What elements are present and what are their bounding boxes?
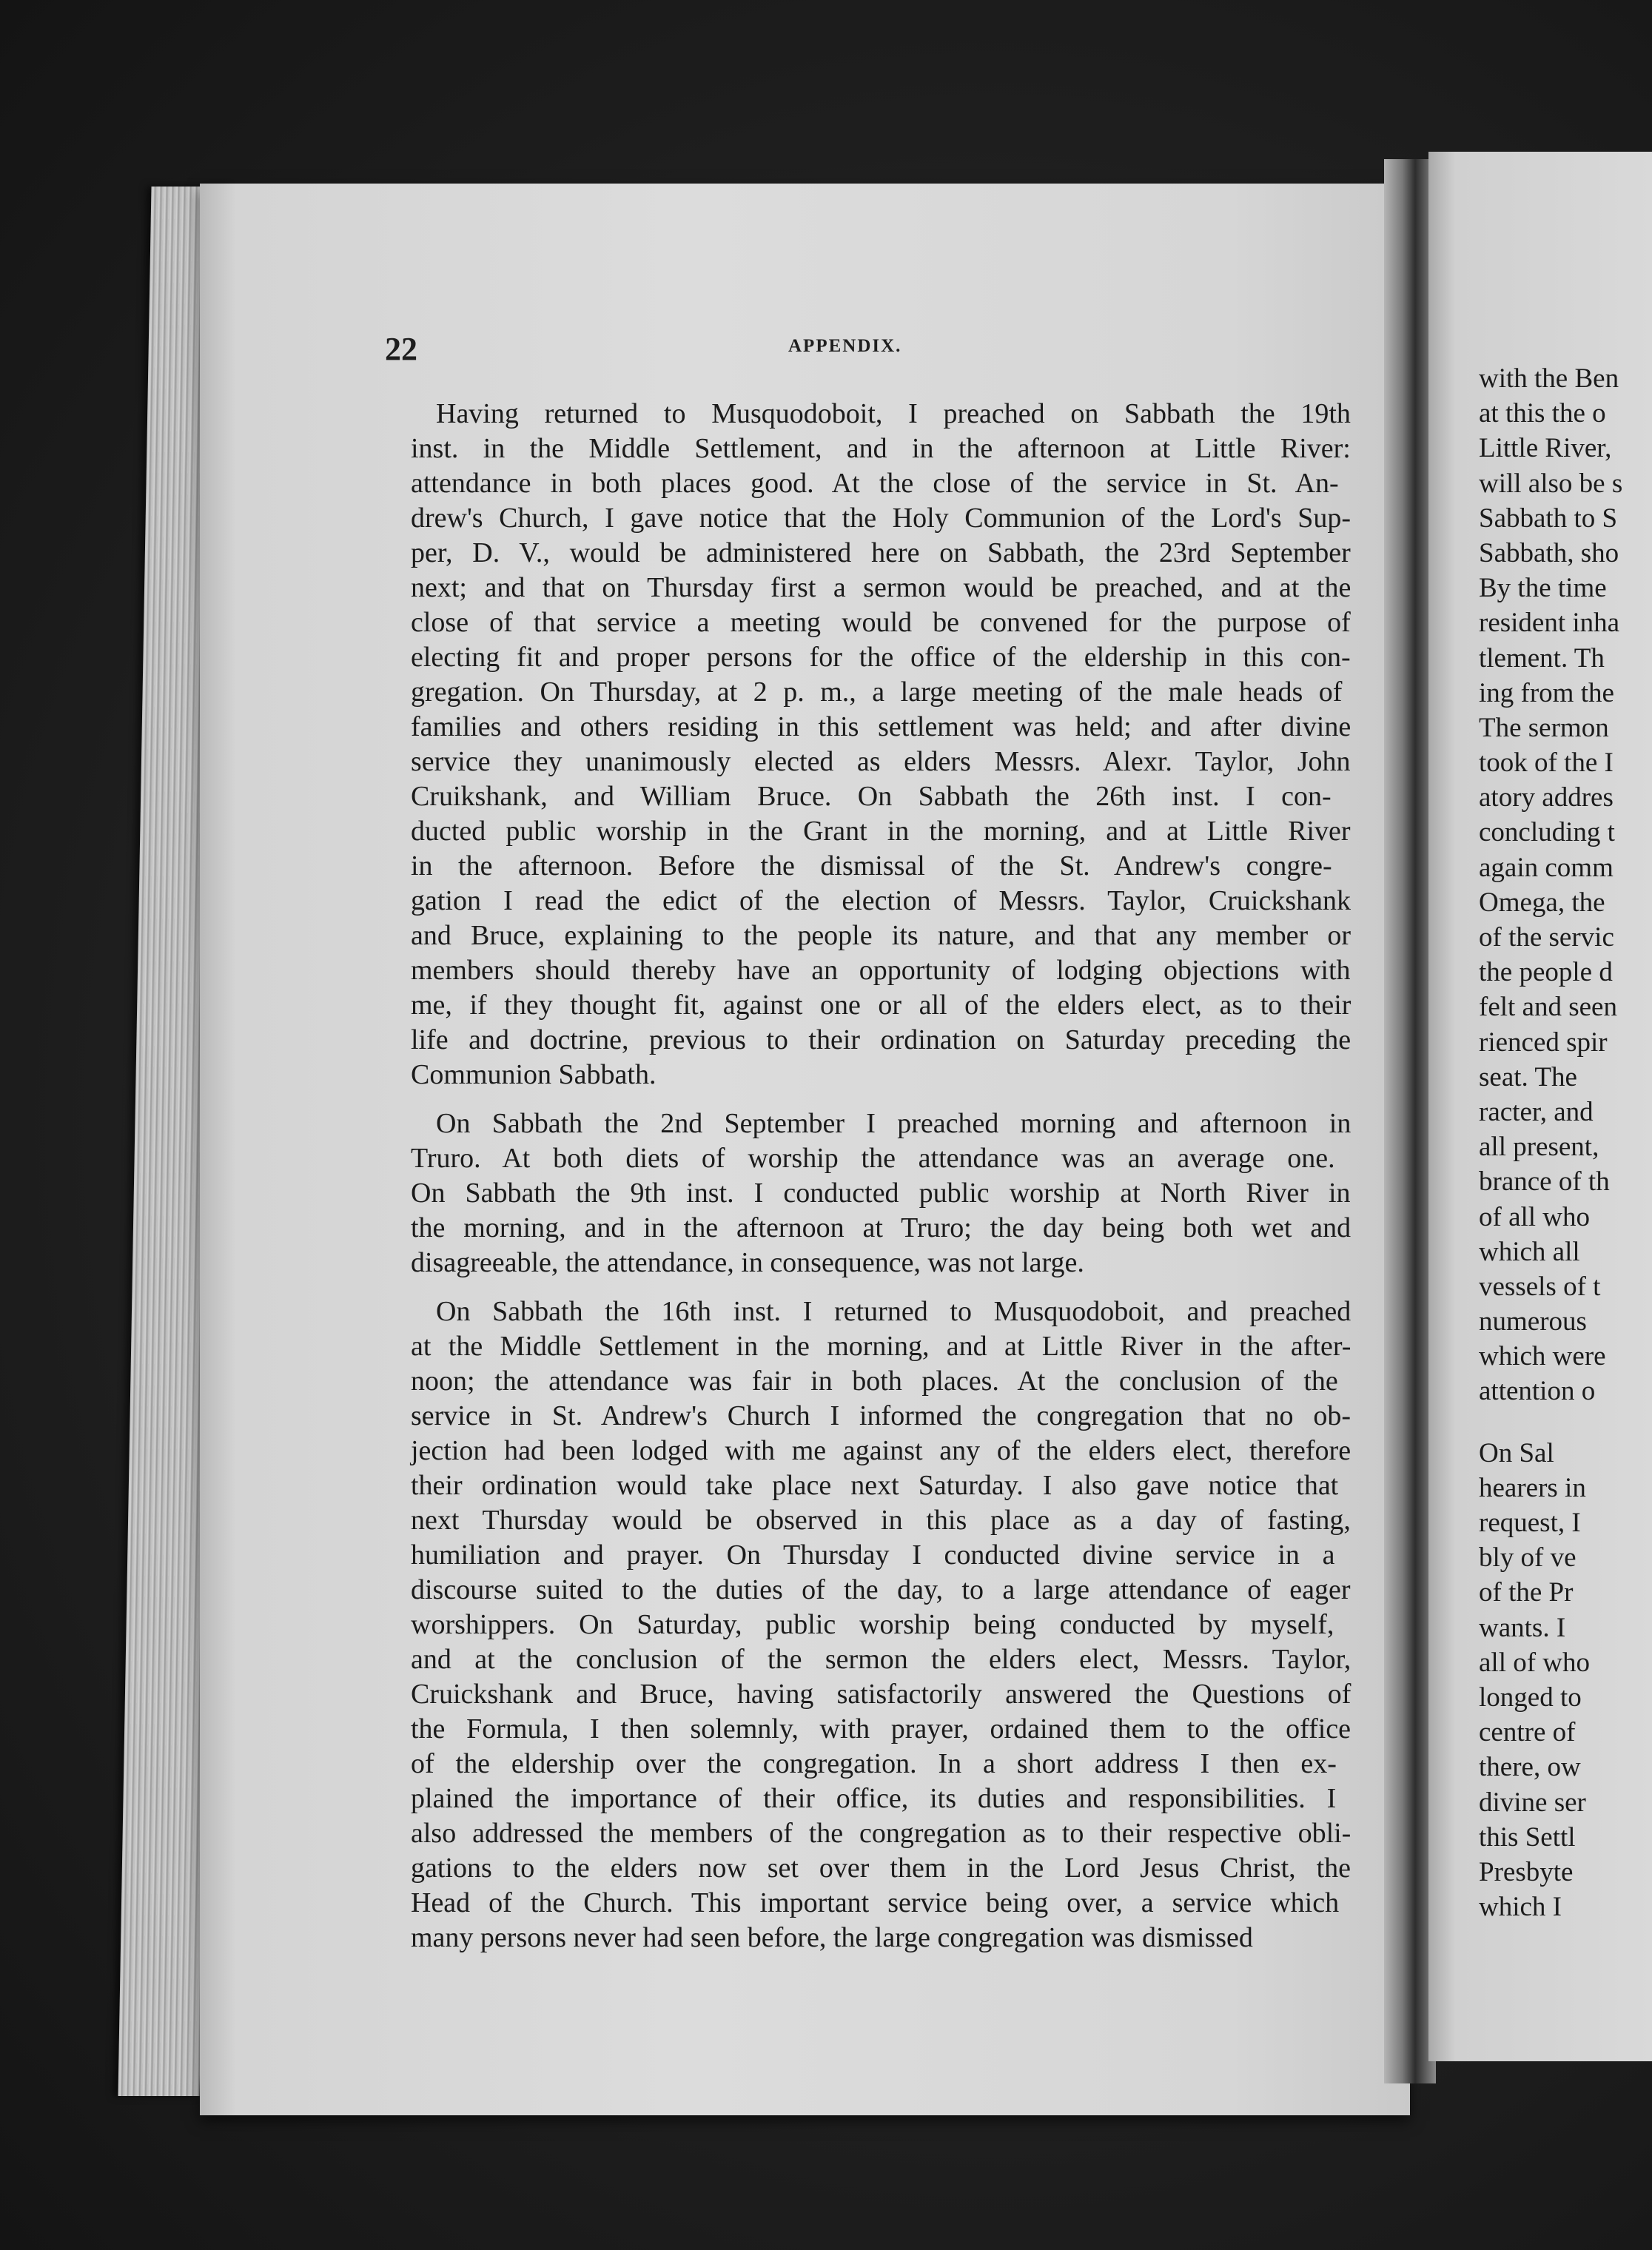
- text-line: longed to: [1479, 1682, 1582, 1713]
- text-line: drew's Church, I gave notice that the Holy Communion of the Lord's Sup-: [411, 503, 1351, 534]
- text-line: in the afternoon. Before the dismissal of the St. Andrew's congre-: [411, 850, 1332, 881]
- text-line: gation I read the edict of the election of Messrs. Taylor, Cruickshank: [411, 885, 1351, 916]
- text-line: Little River,: [1479, 433, 1612, 464]
- text-line: of the Pr: [1479, 1577, 1574, 1608]
- text-line: worshippers. On Saturday, public worship being conducted by myself,: [411, 1609, 1334, 1640]
- text-line: rienced spir: [1479, 1027, 1608, 1058]
- text-line: there, ow: [1479, 1752, 1581, 1783]
- text-line: electing fit and proper persons for the office of the eldership in this con-: [411, 642, 1351, 673]
- text-line: Sabbath, sho: [1479, 537, 1619, 568]
- text-line: and Bruce, explaining to the people its nature, and that any member or: [411, 920, 1351, 951]
- text-line: the Formula, I then solemnly, with prayer, ordained them to the office: [411, 1713, 1352, 1744]
- text-line: gregation. On Thursday, at 2 p. m., a large meeting of the male heads of: [411, 676, 1343, 708]
- text-line: ducted public worship in the Grant in the morning, and at Little River: [411, 816, 1351, 847]
- text-line: took of the I: [1479, 748, 1614, 779]
- text-line: of the servic: [1479, 922, 1614, 953]
- text-line: members should thereby have an opportunity of lodging objections with: [411, 955, 1351, 986]
- text-line: Truro. At both diets of worship the attendance was an average one.: [411, 1143, 1335, 1174]
- text-line: numerous: [1479, 1306, 1587, 1337]
- text-line: inst. in the Middle Settlement, and in the afternoon at Little River:: [411, 433, 1351, 464]
- facing-page-block: [1479, 361, 1652, 1409]
- text-line: with the Ben: [1479, 363, 1619, 394]
- text-line: On Sabbath the 2nd September I preached morning and afternoon in: [436, 1108, 1352, 1139]
- text-line: racter, and: [1479, 1096, 1594, 1127]
- text-line: divine ser: [1479, 1787, 1586, 1818]
- facing-page-text: [1479, 361, 1652, 1924]
- text-line: of the eldership over the congregation. In a short address I then ex-: [411, 1748, 1337, 1779]
- text-line: On Sabbath the 16th inst. I returned to Musquodoboit, and preached: [436, 1296, 1352, 1327]
- facing-page-block: [1479, 1436, 1652, 1925]
- text-line: resident inha: [1479, 608, 1620, 639]
- running-head: [385, 330, 1391, 375]
- text-line: at the Middle Settlement in the morning, and at Little River in the after-: [411, 1331, 1352, 1362]
- text-line: hearers in: [1479, 1472, 1586, 1503]
- text-line: gations to the elders now set over them in the Lord Jesus Christ, the: [411, 1853, 1352, 1884]
- paragraph: [411, 397, 1351, 1092]
- text-line: which I: [1479, 1892, 1562, 1923]
- text-line: disagreeable, the attendance, in consequence, was not large.: [411, 1247, 1084, 1278]
- text-line: concluding t: [1479, 817, 1615, 848]
- text-line: the people d: [1479, 957, 1613, 988]
- text-line: On Sabbath the 9th inst. I conducted public worship at North River in: [411, 1178, 1351, 1209]
- text-line: Communion Sabbath.: [411, 1059, 657, 1090]
- text-line: plained the importance of their office, its duties and responsibilities. I: [411, 1783, 1337, 1814]
- text-line: which all: [1479, 1236, 1580, 1267]
- text-line: bly of ve: [1479, 1542, 1577, 1574]
- text-line: Cruikshank, and William Bruce. On Sabbath the 26th inst. I con-: [411, 781, 1332, 812]
- paragraph: [411, 1106, 1351, 1280]
- running-title: APPENDIX.: [788, 336, 902, 356]
- text-line: at this the o: [1479, 398, 1606, 429]
- text-line: of all who: [1479, 1201, 1591, 1232]
- paragraph-gap: [1479, 1409, 1652, 1436]
- text-line: this Settl: [1479, 1821, 1576, 1853]
- text-line: all of who: [1479, 1647, 1591, 1678]
- text-line: noon; the attendance was fair in both places. At the conclusion of the: [411, 1366, 1338, 1397]
- text-line: discourse suited to the duties of the day, to a large attendance of eager: [411, 1574, 1351, 1605]
- text-line: jection had been lodged with me against any of the elders elect, therefore: [411, 1435, 1352, 1466]
- text-line: me, if they thought fit, against one or all of the elders elect, as to their: [411, 990, 1352, 1021]
- text-line: Sabbath to S: [1479, 503, 1618, 534]
- main-text: [411, 397, 1351, 1969]
- text-line: Having returned to Musquodoboit, I preached on Sabbath the 19th: [436, 398, 1351, 429]
- text-line: attendance in both places good. At the close of the service in St. An-: [411, 468, 1339, 499]
- text-line: life and doctrine, previous to their ordination on Saturday preceding the: [411, 1024, 1352, 1055]
- text-line: next; and that on Thursday first a sermon would be preached, and at the: [411, 572, 1352, 603]
- text-line: all present,: [1479, 1132, 1599, 1163]
- text-line: also addressed the members of the congregation as to their respective obli-: [411, 1818, 1352, 1849]
- paragraph: [411, 1294, 1351, 1955]
- text-line: again comm: [1479, 852, 1614, 883]
- text-line: families and others residing in this settlement was held; and after divine: [411, 711, 1352, 742]
- text-line: The sermon: [1479, 712, 1609, 743]
- text-line: brance of th: [1479, 1166, 1610, 1198]
- text-line: close of that service a meeting would be convened for the purpose of: [411, 607, 1351, 638]
- page-number: 22: [385, 331, 417, 367]
- text-line: attention o: [1479, 1376, 1596, 1407]
- text-line: which were: [1479, 1341, 1606, 1372]
- text-line: many persons never had seen before, the large congregation was dismissed: [411, 1922, 1253, 1953]
- text-line: atory addres: [1479, 782, 1614, 813]
- text-line: Head of the Church. This important service being over, a service which: [411, 1887, 1340, 1918]
- text-line: the morning, and in the afternoon at Truro; the day being both wet and: [411, 1212, 1352, 1243]
- text-line: next Thursday would be observed in this place as a day of fasting,: [411, 1505, 1351, 1536]
- text-line: felt and seen: [1479, 992, 1617, 1023]
- text-line: ing from the: [1479, 677, 1614, 708]
- text-line: request, I: [1479, 1508, 1581, 1538]
- text-line: Presbyte: [1479, 1856, 1574, 1887]
- text-line: Cruickshank and Bruce, having satisfactorily answered the Questions of: [411, 1679, 1352, 1710]
- text-line: On Sal: [1479, 1437, 1554, 1468]
- text-line: humiliation and prayer. On Thursday I conducted divine service in a: [411, 1539, 1335, 1571]
- text-line: centre of: [1479, 1717, 1576, 1748]
- text-line: their ordination would take place next Saturday. I also gave notice that: [411, 1470, 1339, 1501]
- text-line: will also be s: [1479, 468, 1623, 499]
- text-line: service in St. Andrew's Church I informed the congregation that no ob-: [411, 1400, 1352, 1431]
- text-line: wants. I: [1479, 1612, 1566, 1643]
- text-line: vessels of t: [1479, 1271, 1601, 1302]
- text-line: By the time: [1479, 573, 1607, 604]
- text-line: seat. The: [1479, 1061, 1577, 1092]
- text-line: tlement. Th: [1479, 642, 1605, 674]
- text-line: Omega, the: [1479, 887, 1605, 918]
- text-line: service they unanimously elected as elders Messrs. Alexr. Taylor, John: [411, 746, 1351, 777]
- text-line: and at the conclusion of the sermon the elders elect, Messrs. Taylor,: [411, 1644, 1352, 1675]
- text-line: per, D. V., would be administered here on Sabbath, the 23rd September: [411, 537, 1351, 568]
